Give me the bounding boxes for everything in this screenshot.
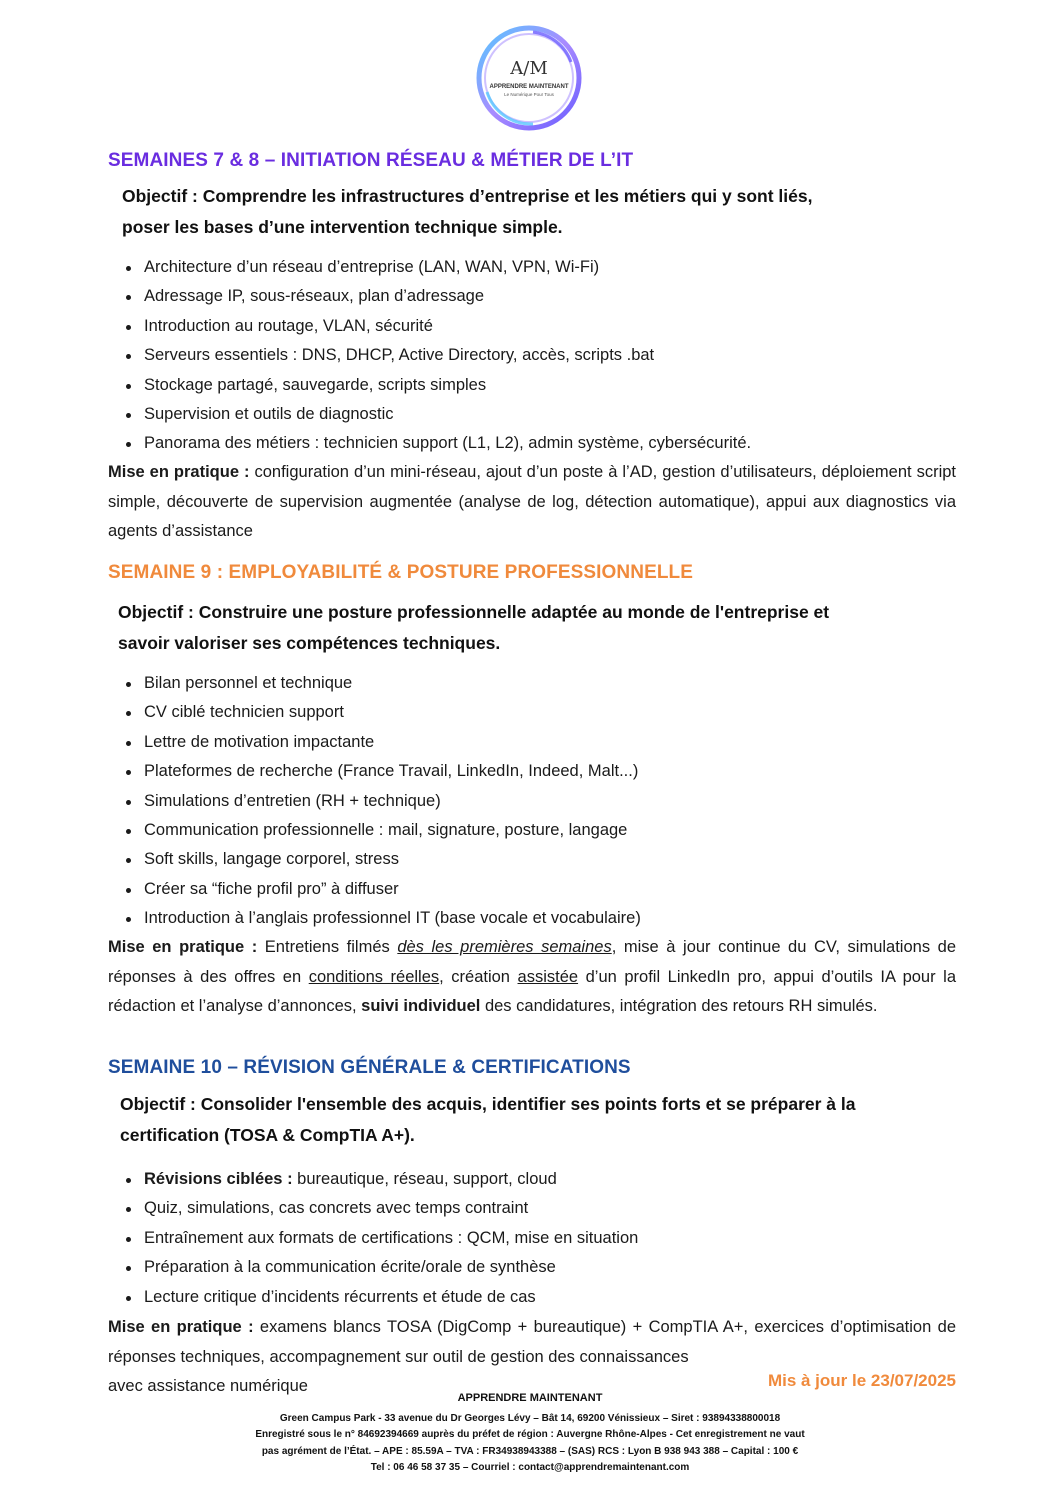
practice-week-9 bbox=[108, 933, 956, 1022]
list-item: Supervision et outils de diagnostic bbox=[126, 400, 751, 429]
list-item: Créer sa “fiche profil pro” à diffuser bbox=[126, 875, 641, 904]
practice-text: des candidatures, intégration des retours RH simulés. bbox=[480, 997, 878, 1015]
last-updated-label: Mis à jour le 23/07/2025 bbox=[767, 1371, 956, 1390]
practice-label: Mise en pratique : bbox=[108, 938, 258, 956]
practice-strong: suivi individuel bbox=[361, 997, 481, 1015]
logo-monogram: A/M bbox=[510, 58, 548, 79]
practice-label: Mise en pratique : bbox=[108, 1318, 254, 1336]
practice-weeks-7-8 bbox=[108, 458, 956, 547]
practice-week-10-last-line: avec assistance numérique bbox=[108, 1377, 308, 1395]
practice-text: configuration d’un mini-réseau, ajout d’un poste à l’AD, gestion d’utilisateurs, déploiement script simple, découverte de supervision augmentée (analyse de log, détection automatique), appui aux diagnostics via agents d’assistance bbox=[108, 463, 956, 540]
section-title-week-9: SEMAINE 9 : EMPLOYABILITÉ & POSTURE PROFESSIONNELLE bbox=[108, 562, 694, 583]
list-item: CV ciblé technicien support bbox=[126, 698, 641, 727]
practice-emphasis: assistée bbox=[517, 967, 579, 986]
practice-text: , création bbox=[439, 967, 518, 986]
list-item: Panorama des métiers : technicien support (L1, L2), admin système, cybersécurité. bbox=[126, 429, 751, 458]
list-item: Lecture critique d’incidents récurrents et étude de cas bbox=[126, 1283, 638, 1312]
logo-tagline: Le Numérique Pour Tous bbox=[504, 92, 554, 97]
practice-emphasis: dès les premières semaines bbox=[397, 938, 612, 956]
list-item: Serveurs essentiels : DNS, DHCP, Active Directory, accès, scripts .bat bbox=[126, 341, 751, 370]
list-item: Introduction au routage, VLAN, sécurité bbox=[126, 312, 751, 341]
practice-week-10 bbox=[108, 1313, 956, 1372]
page-footer bbox=[150, 1390, 910, 1477]
list-item: Préparation à la communication écrite/orale de synthèse bbox=[126, 1253, 638, 1282]
practice-emphasis: conditions réelles bbox=[308, 967, 440, 986]
list-item: Simulations d’entretien (RH + technique) bbox=[126, 787, 641, 816]
objective-line: savoir valoriser ses compétences techniques. bbox=[118, 633, 501, 653]
list-item: Bilan personnel et technique bbox=[126, 669, 641, 698]
footer-contact: Tel : 06 46 58 37 35 – Courriel : contact@apprendremaintenant.com bbox=[370, 1462, 690, 1473]
list-item: Introduction à l’anglais professionnel IT (base vocale et vocabulaire) bbox=[126, 904, 641, 933]
objective-line: Objectif : Consolider l'ensemble des acquis, identifier ses points forts et se préparer à la bbox=[120, 1094, 856, 1114]
practice-label: Mise en pratique : bbox=[108, 463, 250, 481]
list-item-label: Révisions ciblées : bbox=[144, 1170, 293, 1188]
footer-legal: pas agrément de l’État. – APE : 85.59A – TVA : FR34938943388 – (SAS) RCS : Lyon B 938 943 388 – Capital : 100 € bbox=[261, 1445, 799, 1457]
topics-list-weeks-7-8 bbox=[126, 253, 751, 459]
list-item-text: bureautique, réseau, support, cloud bbox=[292, 1170, 557, 1188]
section-title-week-10: SEMAINE 10 – RÉVISION GÉNÉRALE & CERTIFICATIONS bbox=[108, 1057, 631, 1078]
topics-list-week-10 bbox=[126, 1165, 638, 1312]
practice-text: d’un profil LinkedIn pro, appui d’outils IA pour la rédaction et l’analyse d’annonces, bbox=[108, 967, 956, 1015]
list-item: Lettre de motivation impactante bbox=[126, 728, 641, 757]
logo-name: APPRENDRE MAINTENANT bbox=[489, 84, 569, 90]
objective-weeks-7-8 bbox=[122, 181, 812, 243]
list-item: Adressage IP, sous-réseaux, plan d’adressage bbox=[126, 282, 751, 311]
objective-line: certification (TOSA & CompTIA A+). bbox=[120, 1125, 415, 1145]
list-item: Communication professionnelle : mail, signature, posture, langage bbox=[126, 816, 641, 845]
practice-text: , mise à jour continue du CV, simulations de réponses à des offres en bbox=[108, 938, 956, 986]
objective-week-10 bbox=[120, 1089, 856, 1151]
objective-line: Objectif : Construire une posture professionnelle adaptée au monde de l'entreprise et bbox=[118, 602, 830, 622]
topics-list-week-9 bbox=[126, 669, 641, 934]
footer-address: Green Campus Park - 33 avenue du Dr Georges Lévy – Bât 14, 69200 Vénissieux – Siret : 93894338800018 bbox=[279, 1412, 781, 1424]
objective-line: poser les bases d’une intervention technique simple. bbox=[122, 217, 563, 237]
footer-registration: Enregistré sous le n° 84692394669 auprès du préfet de région : Auvergne Rhône-Alpes - Cet enregistrement ne vaut bbox=[255, 1429, 805, 1440]
list-item: Stockage partagé, sauvegarde, scripts simples bbox=[126, 371, 751, 400]
list-item: Plateformes de recherche (France Travail, LinkedIn, Indeed, Malt...) bbox=[126, 757, 641, 786]
objective-line: Objectif : Comprendre les infrastructures d’entreprise et les métiers qui y sont liés, bbox=[122, 186, 813, 206]
objective-week-9 bbox=[118, 597, 829, 659]
practice-text: examens blancs TOSA (DigComp + bureautique) + CompTIA A+, exercices d’optimisation de réponses techniques, accompagnement sur outil de gestion des connaissances bbox=[108, 1318, 956, 1366]
footer-company: APPRENDRE MAINTENANT bbox=[457, 1392, 603, 1404]
list-item: Soft skills, langage corporel, stress bbox=[126, 845, 641, 874]
section-title-weeks-7-8: SEMAINES 7 & 8 – INITIATION RÉSEAU & MÉTIER DE L’IT bbox=[108, 150, 634, 171]
list-item: Quiz, simulations, cas concrets avec temps contraint bbox=[126, 1194, 638, 1223]
list-item: Entraînement aux formats de certifications : QCM, mise en situation bbox=[126, 1224, 638, 1253]
list-item bbox=[126, 1165, 638, 1194]
practice-text: Entretiens filmés bbox=[257, 938, 398, 956]
list-item: Architecture d’un réseau d’entreprise (LAN, WAN, VPN, Wi-Fi) bbox=[126, 253, 751, 282]
company-logo bbox=[473, 22, 585, 134]
